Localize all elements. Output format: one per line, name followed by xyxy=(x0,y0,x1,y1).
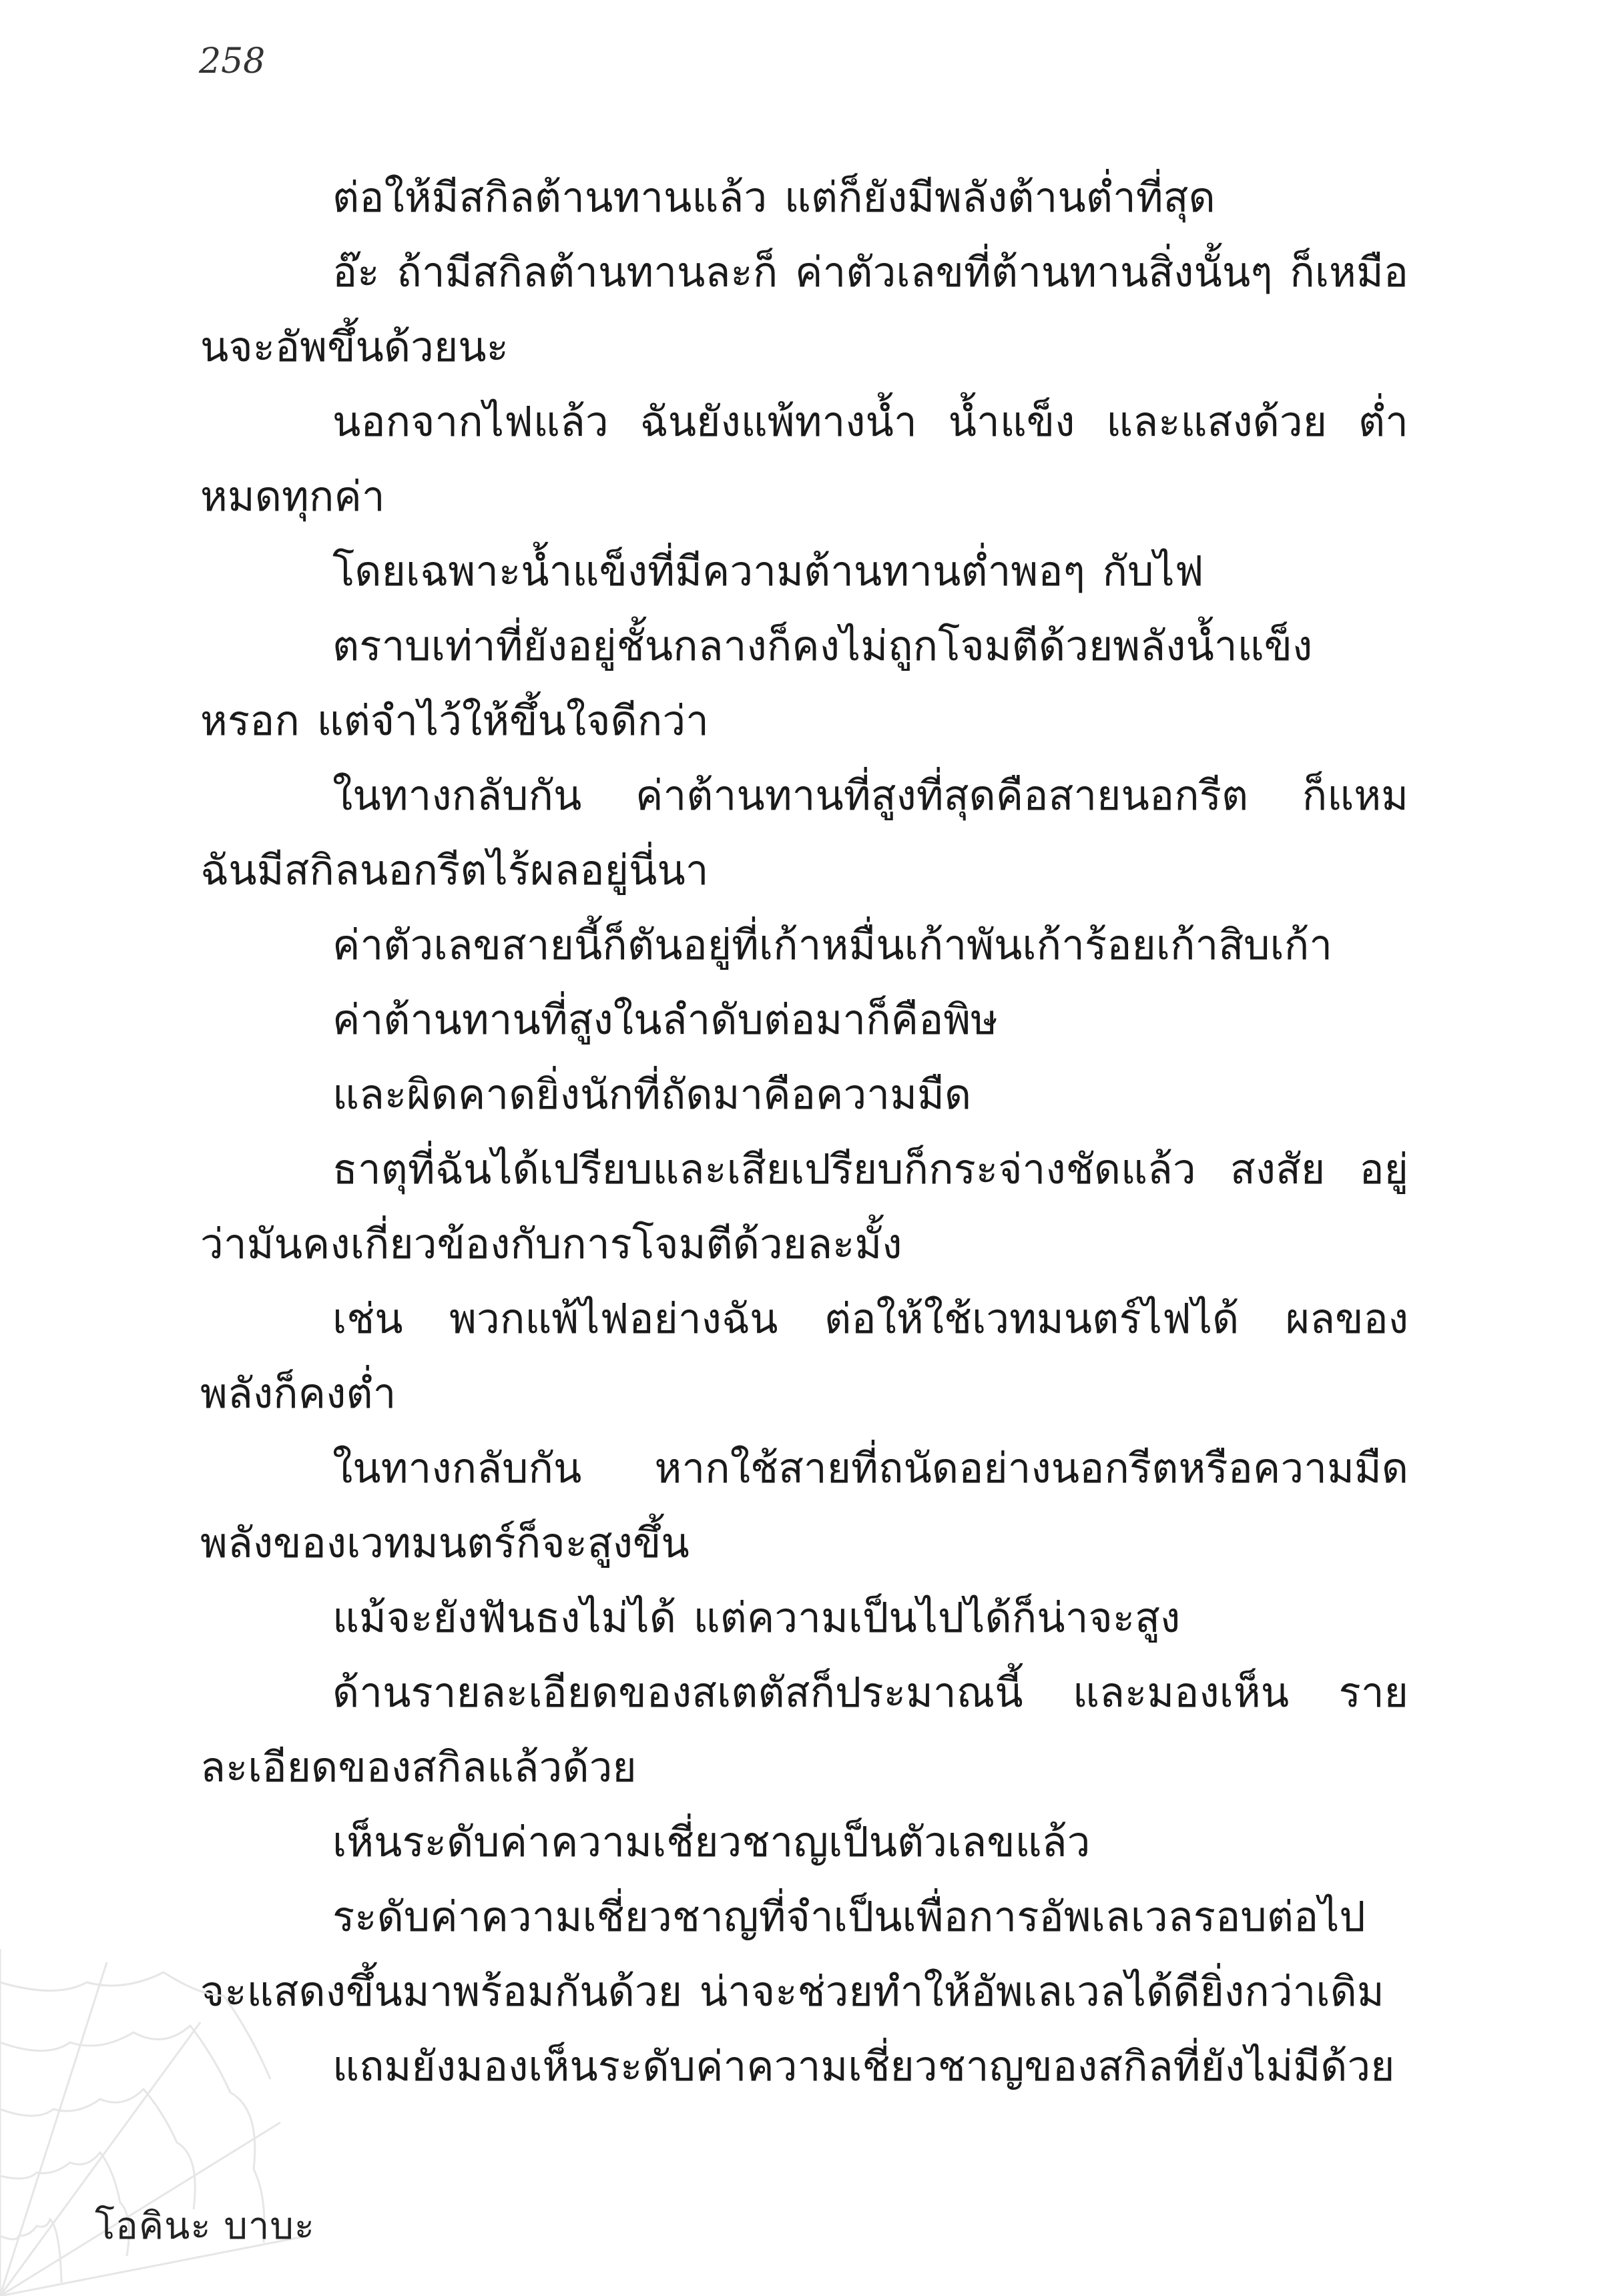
paragraph: ค่าต้านทานที่สูงในลำดับต่อมาก็คือพิษ xyxy=(332,995,999,1044)
paragraph: ต่อให้มีสกิลต้านทานแล้ว แต่ก็ยังมีพลังต้านต่ำที่สุด xyxy=(332,173,1216,222)
paragraph: เช่น พวกแพ้ไฟอย่างฉัน ต่อให้ใช้เวทมนตร์ไฟได้ ผลของ พลังก็คงต่ำ xyxy=(200,1294,1408,1418)
paragraph: นอกจากไฟแล้ว ฉันยังแพ้ทางน้ำ น้ำแข็ง และแสงด้วย ต่ำหมดทุกค่า xyxy=(200,397,1408,521)
paragraph: ค่าตัวเลขสายนี้ก็ตันอยู่ที่เก้าหมื่นเก้าพันเก้าร้อยเก้าสิบเก้า xyxy=(332,920,1333,969)
paragraph: ในทางกลับกัน หากใช้สายที่ถนัดอย่างนอกรีตหรือความมืด พลังของเวทมนตร์ก็จะสูงขึ้น xyxy=(200,1444,1408,1567)
paragraph: ในทางกลับกัน ค่าต้านทานที่สูงที่สุดคือสายนอกรีต ก็แหม ฉันมีสกิลนอกรีตไร้ผลอยู่นี่นา xyxy=(200,771,1408,894)
paragraph: อ๊ะ ถ้ามีสกิลต้านทานละก็ ค่าตัวเลขที่ต้านทานสิ่งนั้นๆ ก็เหมือนจะอัพขึ้นด้วยนะ xyxy=(200,248,1408,371)
footer-author-name: โอคินะ บาบะ xyxy=(95,2205,315,2248)
paragraph: ด้านรายละเอียดของสเตตัสก็ประมาณนี้ และมองเห็น รายละเอียดของสกิลแล้วด้วย xyxy=(200,1668,1408,1791)
paragraph: ตราบเท่าที่ยังอยู่ชั้นกลางก็คงไม่ถูกโจมตีด้วยพลังน้ำแข็ง หรอก แต่จำไว้ให้ขึ้นใจดีกว่า xyxy=(200,621,1313,745)
paragraph: ธาตุที่ฉันได้เปรียบและเสียเปรียบก็กระจ่างชัดแล้ว สงสัย อยู่ว่ามันคงเกี่ยวข้องกับการโจมตีด้วยละมั้ง xyxy=(200,1145,1408,1268)
page-number: 258 xyxy=(199,41,266,81)
paragraph: ระดับค่าความเชี่ยวชาญที่จำเป็นเพื่อการอัพเลเวลรอบต่อไป จะแสดงขึ้นมาพร้อมกันด้วย น่าจะช่วยทำให้อัพเลเวลได้ดียิ่งกว่าเดิม xyxy=(200,1892,1384,2016)
paragraph: แม้จะยังฟันธงไม่ได้ แต่ความเป็นไปได้ก็น่าจะสูง xyxy=(332,1593,1181,1642)
paragraph: แถมยังมองเห็นระดับค่าความเชี่ยวชาญของสกิลที่ยังไม่มีด้วย xyxy=(332,2042,1395,2090)
paragraph: โดยเฉพาะน้ำแข็งที่มีความต้านทานต่ำพอๆ กับไฟ xyxy=(332,547,1204,595)
paragraph: เห็นระดับค่าความเชี่ยวชาญเป็นตัวเลขแล้ว xyxy=(332,1817,1091,1866)
paragraph: และผิดคาดยิ่งนักที่ถัดมาคือความมืด xyxy=(332,1070,972,1119)
text-body xyxy=(200,160,1408,2104)
